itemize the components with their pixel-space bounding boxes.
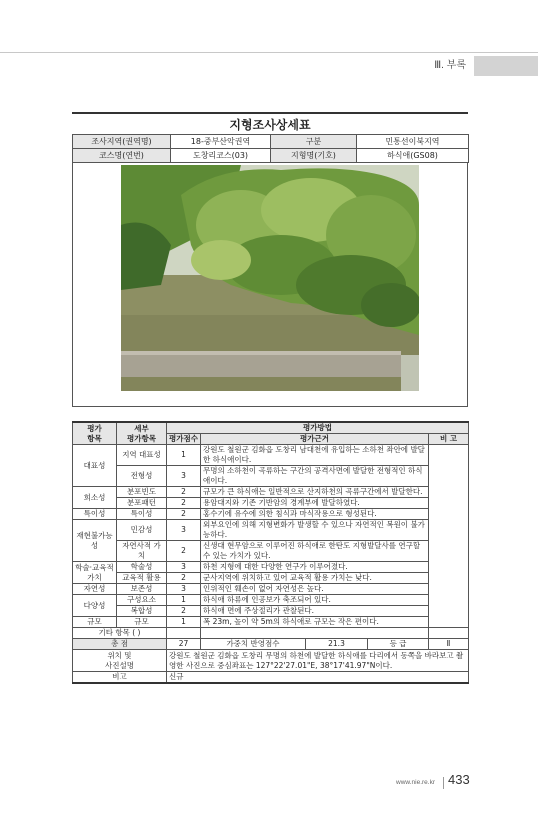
location-row [73, 650, 469, 672]
sub-item: 분포빈도 [117, 487, 167, 498]
course-label: 코스명(연번) [73, 149, 171, 163]
basis: 하식애 하류에 인공보가 축조되어 있다. [201, 595, 429, 606]
total-value: 27 [166, 639, 200, 649]
remark-label: 비고 [73, 672, 167, 684]
region-value: 18-중부산악권역 [171, 135, 271, 149]
region-label: 조사지역(권역명) [73, 135, 171, 149]
note-cell [429, 445, 469, 628]
table-row [73, 617, 469, 628]
table-row [73, 584, 469, 595]
group-label: 학술·교육적 가치 [73, 562, 117, 584]
sub-item: 자연사적 가치 [117, 541, 167, 562]
landform-label: 지형명(기호) [271, 149, 357, 163]
score: 3 [167, 520, 201, 541]
sub-item: 교육적 활용 [117, 573, 167, 584]
sub-item: 분포패턴 [117, 498, 167, 509]
score: 2 [167, 509, 201, 520]
basis: 홍수기에 유수에 의한 침식과 마식작용으로 형성된다. [201, 509, 429, 520]
sub-item: 보존성 [117, 584, 167, 595]
footer-divider [443, 777, 444, 789]
basis: 신생대 현무암으로 이루어진 하식애로 한탄도 지형발달사를 연구할 수 있는 가치가 있다. [201, 541, 429, 562]
course-value: 도창리코스(03) [171, 149, 271, 163]
table-row [73, 541, 469, 562]
table-row [73, 466, 469, 487]
table-row [73, 606, 469, 617]
sub-item: 규모 [117, 617, 167, 628]
score: 1 [167, 445, 201, 466]
location-text: 강원도 철원군 김화읍 도창리 무명의 하천에 발달한 하식애를 다리에서 동쪽을 바라보고 촬영한 사진으로 중심좌표는 127°22'27.01"E, 38°17'41.97"N이다. [167, 650, 469, 672]
table-row [73, 445, 469, 466]
total-row [73, 639, 469, 650]
table-row [73, 520, 469, 541]
survey-info-table [72, 134, 469, 163]
score: 2 [167, 498, 201, 509]
footer-url: www.nie.re.kr [396, 779, 436, 786]
sub-item: 학술성 [117, 562, 167, 573]
table-row [73, 628, 469, 639]
score: 3 [167, 466, 201, 487]
score: 3 [167, 584, 201, 595]
sub-item: 민감성 [117, 520, 167, 541]
basis: 하식애 면에 주상절리가 관찰된다. [201, 606, 429, 617]
section-tab-block [474, 56, 538, 76]
basis: 규모가 큰 하식애는 일반적으로 산지하천의 곡류구간에서 발달한다. [201, 487, 429, 498]
sub-item: 구성요소 [117, 595, 167, 606]
score-header: 평가점수 [167, 434, 201, 445]
item-header: 평가 항목 [73, 422, 117, 445]
basis: 외부요인에 의해 지형변화가 발생할 수 있으나 자연적인 복원이 불가능하다. [201, 520, 429, 541]
table-row [73, 573, 469, 584]
table-row [73, 498, 469, 509]
table-row [73, 562, 469, 573]
group-label: 규모 [73, 617, 117, 628]
basis: 용암대지와 기존 기반암의 경계부에 발달하였다. [201, 498, 429, 509]
sub-item: 지역 대표성 [117, 445, 167, 466]
score: 2 [167, 606, 201, 617]
info-row [73, 135, 469, 149]
basis: 강원도 철원군 김화읍 도창리 남대천에 유입하는 소하천 좌안에 발달한 하식애이다. [201, 445, 429, 466]
grade-value: Ⅱ [429, 639, 469, 650]
score: 2 [167, 541, 201, 562]
basis: 하천 지형에 대한 다양한 연구가 이루어졌다. [201, 562, 429, 573]
group-label: 희소성 [73, 487, 117, 509]
note-header: 비 고 [429, 434, 469, 445]
sheet-title: 지형조사상세표 [72, 112, 468, 134]
remark-text: 신규 [167, 672, 469, 684]
header-rule [0, 52, 538, 53]
sub-item: 전형성 [117, 466, 167, 487]
method-header: 평가방법 [167, 422, 469, 434]
basis: 인위적인 훼손이 없어 자연성은 높다. [201, 584, 429, 595]
group-label: 대표성 [73, 445, 117, 487]
eval-header-row [73, 422, 469, 434]
evaluation-table [72, 421, 469, 684]
score: 1 [167, 595, 201, 606]
other-items-label: 기타 항목 ( ) [73, 628, 167, 639]
table-row [73, 595, 469, 606]
table-row [73, 487, 469, 498]
landform-value: 하식애(GS08) [357, 149, 469, 163]
category-label: 구분 [271, 135, 357, 149]
basis-header: 평가근거 [201, 434, 429, 445]
basis: 폭 23m, 높이 약 5m의 하식애로 규모는 작은 편이다. [201, 617, 429, 628]
location-label: 위치 및 사진설명 [73, 650, 167, 672]
page-number: 433 [448, 772, 470, 787]
score: 2 [167, 487, 201, 498]
photo-frame [72, 163, 468, 407]
group-label: 다양성 [73, 595, 117, 617]
category-value: 민통선이북지역 [357, 135, 469, 149]
sub-item-header: 세부 평가항목 [117, 422, 167, 445]
basis: 군사지역에 위치하고 있어 교육적 활용 가치는 낮다. [201, 573, 429, 584]
weighted-label: 가중치 반영점수 [201, 639, 305, 649]
terrain-survey-sheet [72, 112, 468, 684]
total-label: 총 점 [111, 639, 128, 648]
sub-item: 복합성 [117, 606, 167, 617]
sub-item: 특이성 [117, 509, 167, 520]
group-label: 재현불가능성 [73, 520, 117, 562]
basis: 무명의 소하천이 곡류하는 구간의 공격사면에 발달한 전형적인 하식애이다. [201, 466, 429, 487]
score: 1 [167, 617, 201, 628]
info-row [73, 149, 469, 163]
group-label: 자연성 [73, 584, 117, 595]
score: 2 [167, 573, 201, 584]
weighted-value: 21.3 [305, 639, 367, 649]
section-label: Ⅲ. 부록 [434, 60, 466, 71]
score: 3 [167, 562, 201, 573]
remark-row [73, 672, 469, 684]
river-cliff-photo-illustration [121, 165, 419, 391]
group-label: 특이성 [73, 509, 117, 520]
grade-label: 등 급 [367, 639, 428, 649]
site-photo [121, 165, 419, 391]
table-row [73, 509, 469, 520]
